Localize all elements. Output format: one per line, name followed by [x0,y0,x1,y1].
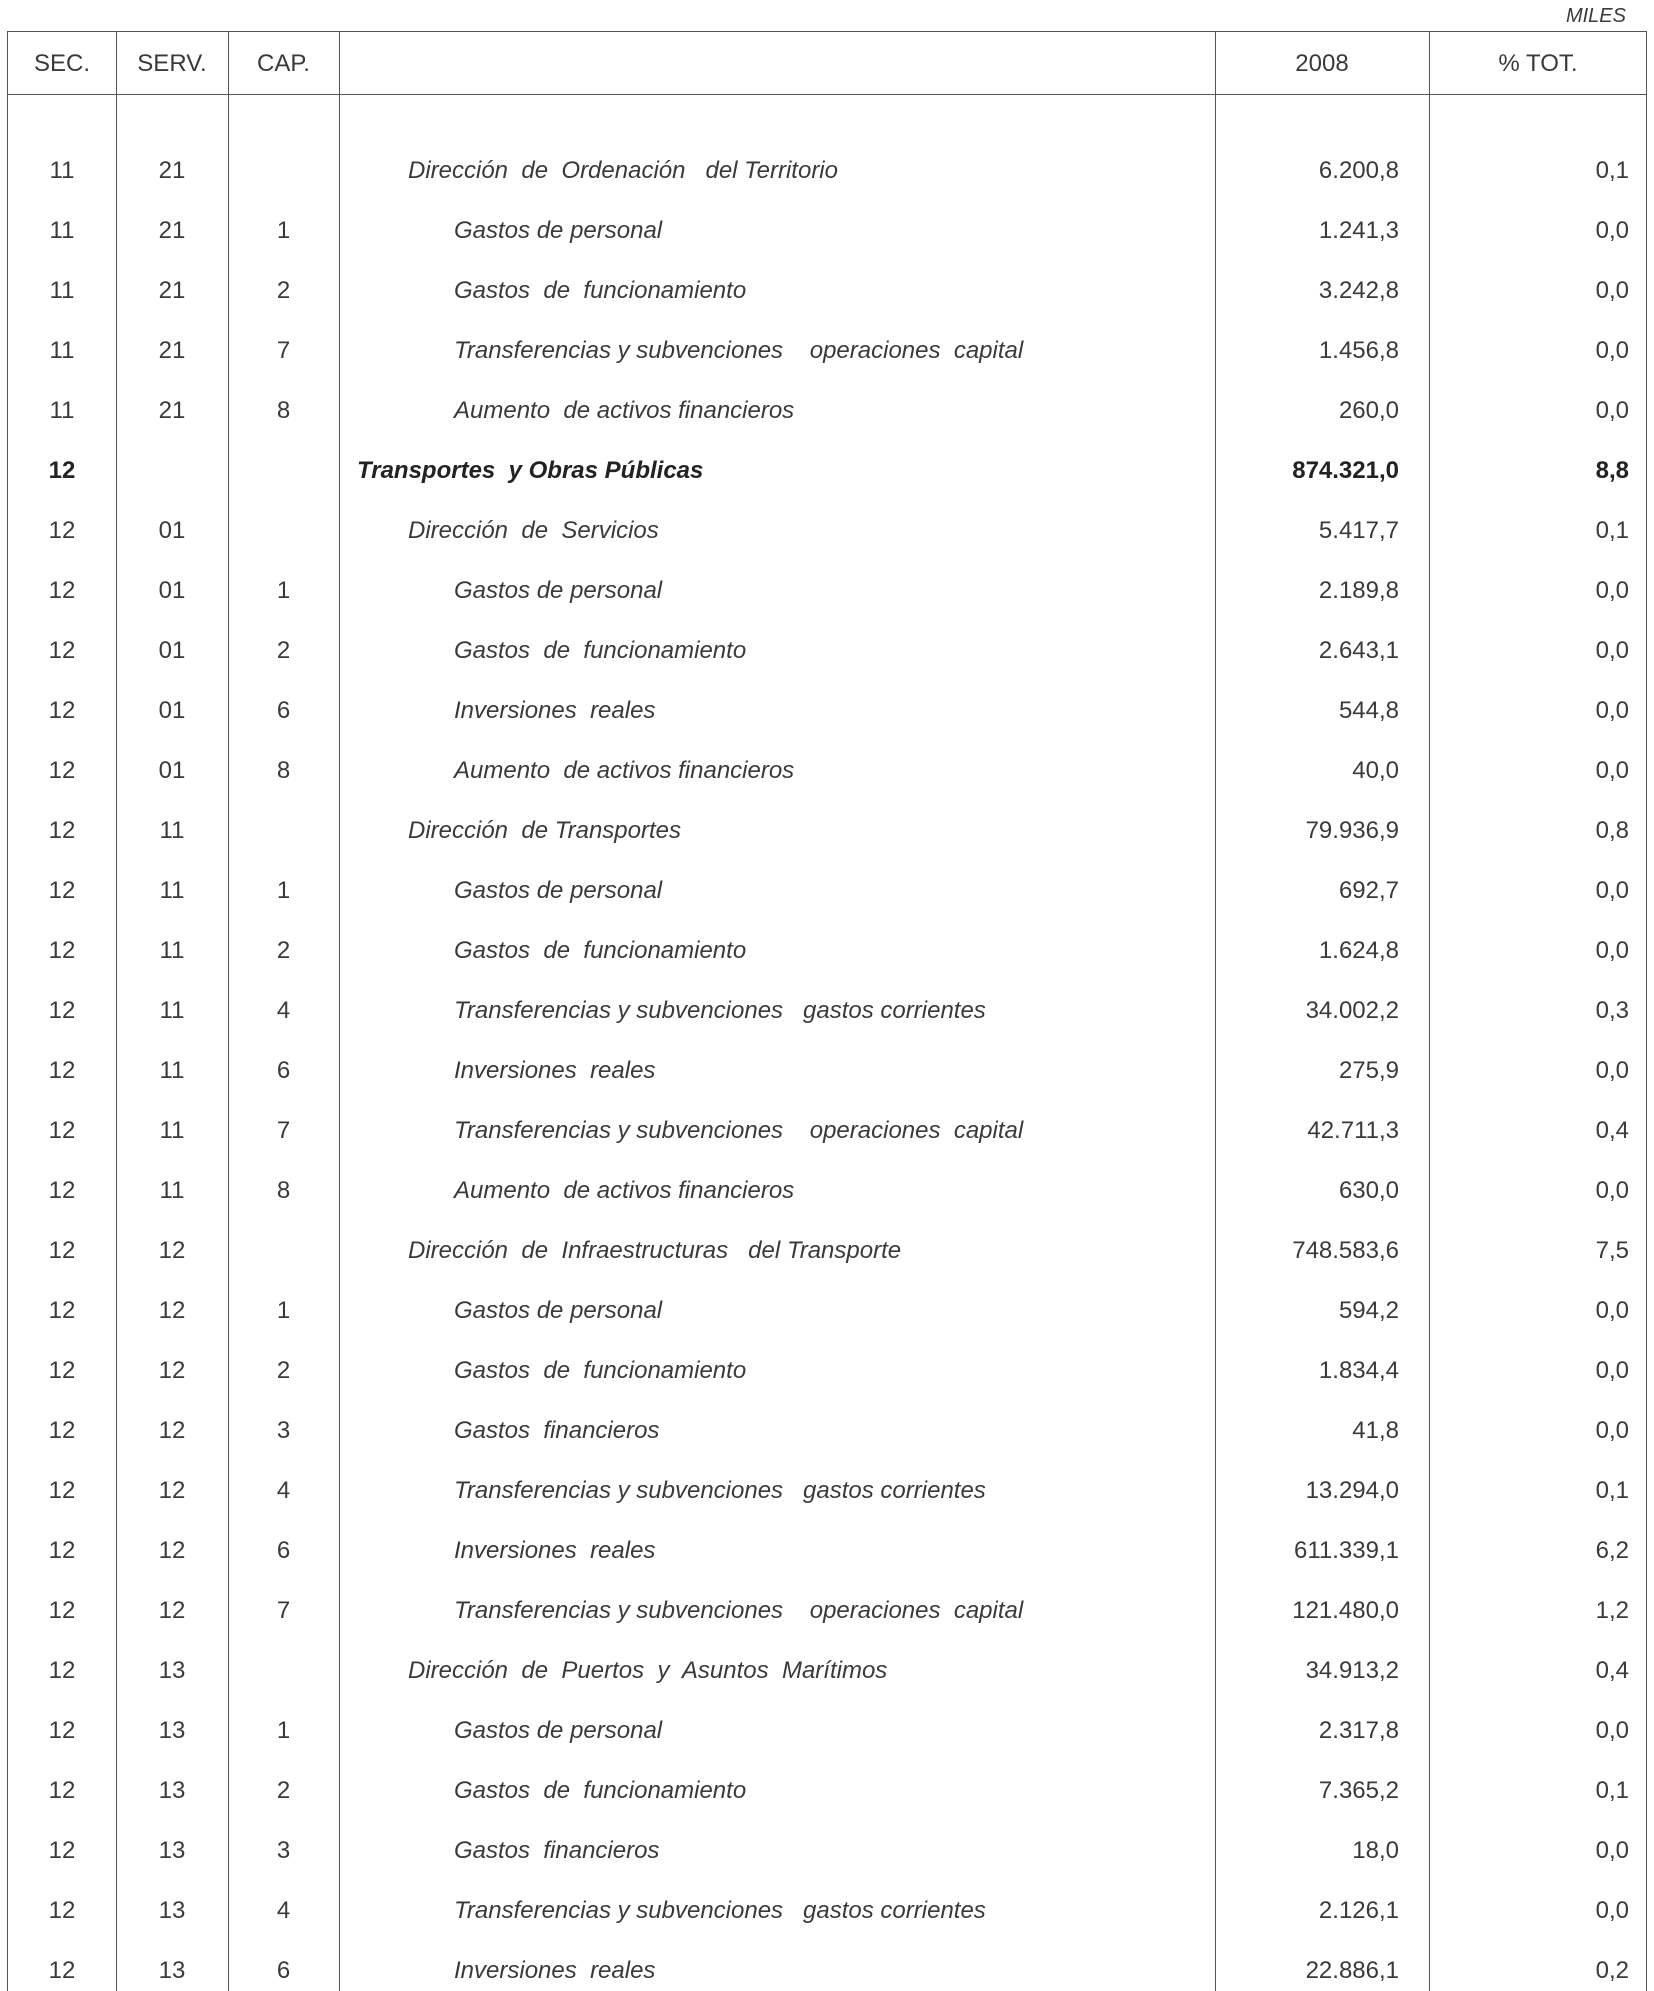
value-text: 13.294,0 [1305,1477,1399,1504]
cell-sec: 12 [48,457,76,484]
cell-pct: 0,0 [1595,217,1629,244]
cell-sec: 12 [48,877,76,904]
cell-description: Inversiones reales [454,1057,656,1084]
value-text: 34.002,2 [1305,997,1399,1024]
cell-sec: 12 [48,1897,76,1924]
table-row [8,1461,1646,1521]
cell-sec: 12 [48,937,76,964]
cell-sec: 11 [49,337,75,364]
cell-description: Transferencias y subvenciones operaciones capital [454,337,1024,364]
cell-pct: 0,3 [1595,997,1629,1024]
cell-serv: 01 [158,577,186,604]
cell-description: Gastos financieros [454,1837,660,1864]
cell-serv: 21 [158,157,186,184]
cell-pct: 7,5 [1595,1237,1629,1264]
cell-value [1215,441,1414,501]
cell-cap: 1 [276,1297,291,1324]
cell-cap: 2 [276,277,291,304]
cell-pct: 0,1 [1595,157,1629,184]
cell-value [1215,1881,1414,1941]
cell-description: Dirección de Servicios [408,517,659,544]
cell-value [1215,741,1414,801]
value-text: 1.241,3 [1318,217,1399,244]
cell-cap: 7 [276,1597,291,1624]
cell-sec: 12 [48,1717,76,1744]
value-text: 40,0 [1352,757,1399,784]
cell-serv: 11 [159,1057,185,1084]
cell-value [1215,1461,1414,1521]
table-row [8,1521,1646,1581]
cell-pct: 0,0 [1595,697,1629,724]
header-cap: CAP. [257,50,310,77]
cell-description: Inversiones reales [454,1957,656,1984]
cell-value [1215,861,1414,921]
cell-cap [228,441,339,501]
cell-description: Gastos de personal [454,577,663,604]
header-year: 2008 [1295,50,1349,77]
cell-pct: 0,0 [1595,1837,1629,1864]
cell-pct: 8,8 [1595,457,1629,484]
table-row [8,1401,1646,1461]
value-text: 42.711,3 [1307,1117,1399,1144]
table-row [8,1881,1646,1941]
table-row [8,261,1646,321]
cell-cap: 3 [276,1417,291,1444]
cell-pct: 0,0 [1595,937,1629,964]
value-text: 275,9 [1338,1057,1399,1084]
value-text: 1.834,4 [1318,1357,1399,1384]
cell-serv: 12 [158,1477,186,1504]
table-row [8,1341,1646,1401]
cell-value [1215,1941,1414,1991]
cell-pct: 0,0 [1595,1057,1629,1084]
cell-serv: 13 [158,1897,186,1924]
cell-sec: 12 [48,1657,76,1684]
cell-cap: 1 [276,577,291,604]
cell-sec: 12 [48,1357,76,1384]
table-row [8,561,1646,621]
cell-description: Transferencias y subvenciones gastos corrientes [454,1477,986,1504]
cell-pct: 0,0 [1595,337,1629,364]
table-row [8,1821,1646,1881]
cell-cap [228,801,339,861]
cell-pct: 0,8 [1595,817,1629,844]
cell-value [1215,1341,1414,1401]
table-row [8,1041,1646,1101]
cell-value [1215,981,1414,1041]
table-row [8,501,1646,561]
cell-sec: 12 [48,997,76,1024]
cell-pct: 0,0 [1595,1717,1629,1744]
table-row [8,1101,1646,1161]
budget-table [7,31,1647,1991]
cell-cap: 6 [276,1537,291,1564]
cell-description: Gastos de funcionamiento [454,277,747,304]
cell-cap: 2 [276,1357,291,1384]
cell-serv: 01 [158,637,186,664]
cell-description: Gastos financieros [454,1417,660,1444]
value-text: 6.200,8 [1318,157,1399,184]
table-row [8,1161,1646,1221]
cell-sec: 12 [48,517,76,544]
cell-cap [228,141,339,201]
cell-cap: 8 [276,757,291,784]
cell-serv: 11 [159,877,185,904]
table-row [8,741,1646,801]
table-row [8,981,1646,1041]
cell-pct: 0,4 [1595,1117,1629,1144]
cell-serv: 11 [159,997,185,1024]
table-row [8,381,1646,441]
value-text: 121.480,0 [1292,1597,1399,1624]
cell-description: Transferencias y subvenciones operaciones capital [454,1597,1024,1624]
cell-serv: 12 [158,1357,186,1384]
table-row [8,801,1646,861]
cell-value [1215,561,1414,621]
cell-serv: 12 [158,1417,186,1444]
table-row [8,1941,1646,1991]
cell-sec: 12 [48,697,76,724]
cell-sec: 12 [48,1537,76,1564]
value-text: 594,2 [1338,1297,1399,1324]
cell-cap: 2 [276,1777,291,1804]
cell-cap: 4 [276,1477,291,1504]
value-text: 874.321,0 [1292,457,1399,484]
cell-sec: 11 [49,157,75,184]
cell-pct: 0,0 [1595,1177,1629,1204]
cell-pct: 0,1 [1595,517,1629,544]
header-pct: % TOT. [1498,50,1578,77]
cell-serv: 21 [158,217,186,244]
cell-description: Gastos de funcionamiento [454,637,747,664]
cell-serv: 12 [158,1597,186,1624]
cell-description: Gastos de funcionamiento [454,937,747,964]
value-text: 22.886,1 [1305,1957,1399,1984]
cell-serv: 21 [158,337,186,364]
cell-value [1215,1641,1414,1701]
cell-cap [228,1641,339,1701]
cell-pct: 0,4 [1595,1657,1629,1684]
cell-sec: 11 [49,277,75,304]
value-text: 260,0 [1338,397,1399,424]
cell-value [1215,1521,1414,1581]
cell-cap: 4 [276,997,291,1024]
value-text: 544,8 [1338,697,1399,724]
cell-pct: 0,0 [1595,1357,1629,1384]
cell-value [1215,381,1414,441]
cell-value [1215,801,1414,861]
cell-serv: 11 [159,1177,185,1204]
cell-description: Transportes y Obras Públicas [357,457,704,484]
value-text: 748.583,6 [1292,1237,1399,1264]
value-text: 1.456,8 [1318,337,1399,364]
cell-serv: 01 [158,697,186,724]
cell-value [1215,621,1414,681]
cell-description: Gastos de personal [454,1297,663,1324]
table-row [8,621,1646,681]
cell-cap: 2 [276,937,291,964]
cell-cap: 6 [276,1057,291,1084]
cell-value [1215,921,1414,981]
cell-cap: 2 [276,637,291,664]
table-header [8,32,1646,95]
value-text: 34.913,2 [1305,1657,1399,1684]
table-row [8,1701,1646,1761]
cell-description: Aumento de activos financieros [454,757,795,784]
cell-cap: 8 [276,1177,291,1204]
cell-description: Gastos de personal [454,217,663,244]
cell-value [1215,1161,1414,1221]
cell-cap: 7 [276,1117,291,1144]
cell-sec: 11 [49,397,75,424]
value-text: 7.365,2 [1318,1777,1399,1804]
cell-cap: 1 [276,877,291,904]
cell-description: Inversiones reales [454,1537,656,1564]
cell-serv: 01 [158,757,186,784]
value-text: 41,8 [1352,1417,1399,1444]
value-text: 2.643,1 [1318,637,1399,664]
cell-description: Transferencias y subvenciones gastos corrientes [454,997,986,1024]
cell-value [1215,681,1414,741]
cell-value [1215,321,1414,381]
cell-value [1215,201,1414,261]
cell-cap: 8 [276,397,291,424]
table-row [8,921,1646,981]
table-row [8,1281,1646,1341]
cell-cap: 6 [276,697,291,724]
cell-pct: 0,1 [1595,1777,1629,1804]
cell-serv: 21 [158,397,186,424]
cell-sec: 12 [48,1177,76,1204]
cell-description: Aumento de activos financieros [454,397,795,424]
cell-sec: 12 [48,1057,76,1084]
cell-serv: 11 [159,1117,185,1144]
cell-serv: 13 [158,1657,186,1684]
cell-serv: 13 [158,1957,186,1984]
cell-value [1215,1821,1414,1881]
cell-sec: 12 [48,757,76,784]
cell-sec: 12 [48,1417,76,1444]
table-row [8,1221,1646,1281]
cell-sec: 12 [48,1117,76,1144]
cell-description: Dirección de Transportes [408,817,681,844]
cell-pct: 0,0 [1595,637,1629,664]
cell-description: Gastos de personal [454,1717,663,1744]
cell-value [1215,261,1414,321]
cell-serv: 12 [158,1537,186,1564]
cell-description: Gastos de personal [454,877,663,904]
cell-description: Dirección de Infraestructuras del Transporte [408,1237,902,1264]
cell-cap: 1 [276,217,291,244]
cell-serv: 12 [158,1237,186,1264]
cell-value [1215,1581,1414,1641]
cell-pct: 0,0 [1595,757,1629,784]
cell-value [1215,1701,1414,1761]
table-row [8,1761,1646,1821]
cell-cap: 3 [276,1837,291,1864]
cell-sec: 12 [48,1597,76,1624]
cell-value [1215,1401,1414,1461]
cell-pct: 0,1 [1595,1477,1629,1504]
table-row [8,441,1646,501]
cell-serv: 13 [158,1837,186,1864]
cell-sec: 12 [48,1837,76,1864]
cell-description: Dirección de Puertos y Asuntos Marítimos [408,1657,888,1684]
cell-sec: 12 [48,1297,76,1324]
cell-description: Dirección de Ordenación del Territorio [408,157,838,184]
cell-serv: 13 [158,1777,186,1804]
value-text: 2.126,1 [1318,1897,1399,1924]
cell-sec: 12 [48,817,76,844]
table-row [8,861,1646,921]
table-row [8,681,1646,741]
value-text: 1.624,8 [1318,937,1399,964]
cell-value [1215,1761,1414,1821]
cell-value [1215,501,1414,561]
value-text: 630,0 [1338,1177,1399,1204]
header-description [339,32,1215,95]
cell-description: Gastos de funcionamiento [454,1357,747,1384]
table-row [8,1641,1646,1701]
cell-cap: 1 [276,1717,291,1744]
cell-pct: 0,0 [1595,397,1629,424]
cell-pct: 0,0 [1595,577,1629,604]
cell-sec: 12 [48,577,76,604]
cell-sec: 12 [48,1777,76,1804]
cell-cap: 4 [276,1897,291,1924]
table-row [8,201,1646,261]
cell-cap [228,501,339,561]
cell-description: Aumento de activos financieros [454,1177,795,1204]
cell-pct: 0,0 [1595,277,1629,304]
cell-serv: 11 [159,937,185,964]
cell-pct: 0,0 [1595,1297,1629,1324]
cell-pct: 6,2 [1595,1537,1629,1564]
value-text: 692,7 [1338,877,1399,904]
value-text: 611.339,1 [1294,1537,1399,1564]
cell-description: Gastos de funcionamiento [454,1777,747,1804]
value-text: 18,0 [1352,1837,1399,1864]
cell-value [1215,1281,1414,1341]
table-row [8,1581,1646,1641]
cell-cap [228,1221,339,1281]
value-text: 2.189,8 [1318,577,1399,604]
cell-value [1215,1221,1414,1281]
cell-serv: 11 [159,817,185,844]
cell-description: Inversiones reales [454,697,656,724]
cell-sec: 12 [48,637,76,664]
cell-serv: 01 [158,517,186,544]
cell-pct: 0,0 [1595,1897,1629,1924]
value-text: 79.936,9 [1305,817,1399,844]
cell-sec: 12 [48,1237,76,1264]
header-sec: SEC. [33,50,90,77]
value-text: 2.317,8 [1318,1717,1399,1744]
table-row [8,321,1646,381]
cell-serv: 12 [158,1297,186,1324]
table-body [8,141,1646,1991]
value-text: 3.242,8 [1318,277,1399,304]
header-serv: SERV. [137,50,207,77]
cell-value [1215,1101,1414,1161]
cell-cap: 6 [276,1957,291,1984]
cell-serv [116,441,228,501]
units-label: MILES [1565,5,1626,27]
cell-pct: 0,0 [1595,1417,1629,1444]
cell-value [1215,141,1414,201]
cell-pct: 1,2 [1595,1597,1629,1624]
cell-serv: 13 [158,1717,186,1744]
cell-cap: 7 [276,337,291,364]
value-text: 5.417,7 [1318,517,1399,544]
table-row [8,141,1646,201]
cell-pct: 0,2 [1595,1957,1629,1984]
cell-sec: 12 [48,1477,76,1504]
cell-sec: 12 [48,1957,76,1984]
cell-description: Transferencias y subvenciones operaciones capital [454,1117,1024,1144]
cell-serv: 21 [158,277,186,304]
cell-pct: 0,0 [1595,877,1629,904]
cell-description: Transferencias y subvenciones gastos corrientes [454,1897,986,1924]
cell-value [1215,1041,1414,1101]
cell-sec: 11 [49,217,75,244]
